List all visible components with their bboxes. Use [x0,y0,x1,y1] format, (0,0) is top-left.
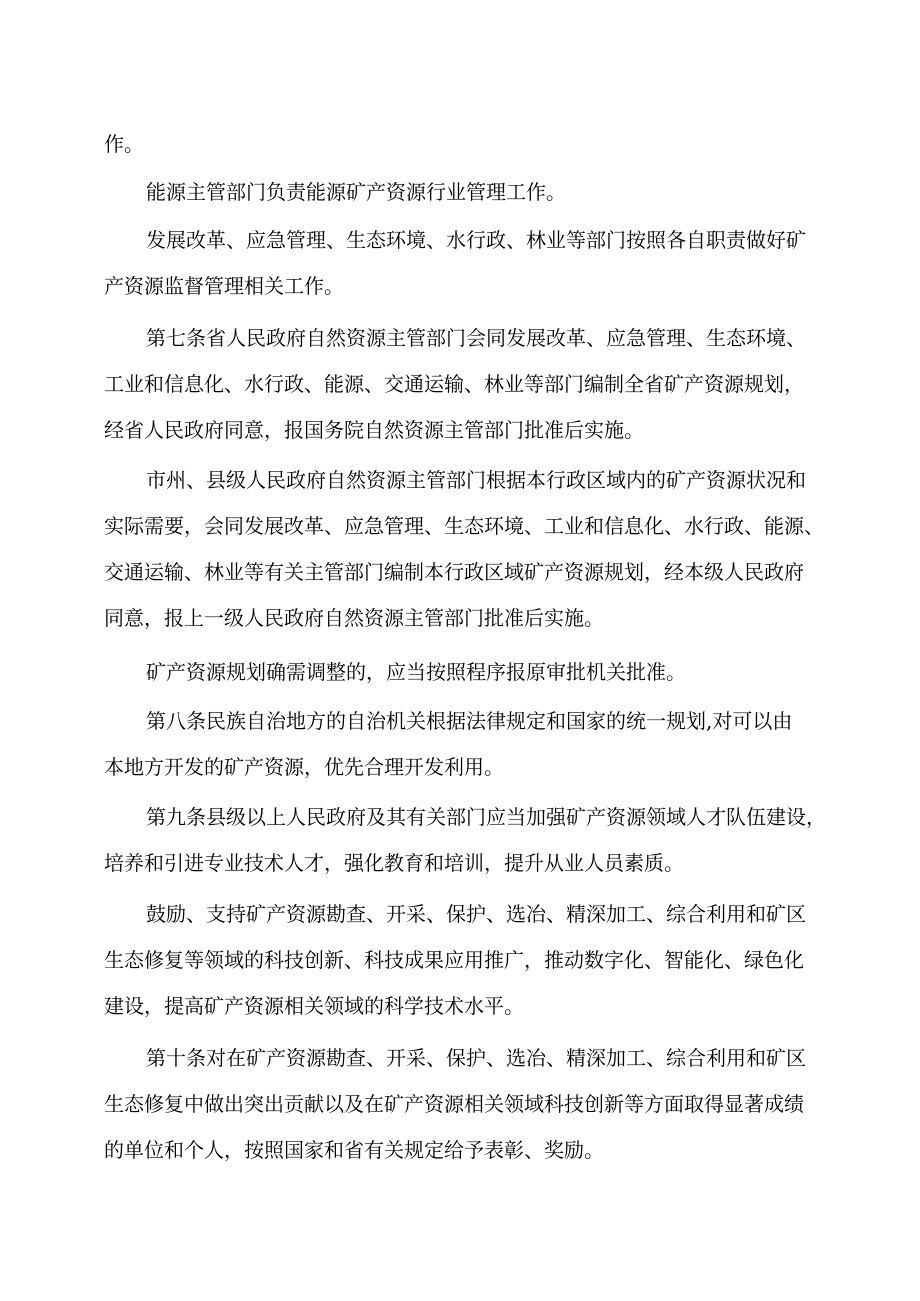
text-line: 建设，提高矿产资源相关领域的科学技术水平。 [104,994,524,1018]
text-line: 培养和引进专业技术人才，强化教育和培训，提升从业人员素质。 [104,851,684,875]
text-line: 生态修复等领域的科技创新、科技成果应用推广，推动数字化、智能化、绿色化 [104,948,804,972]
text-line: 鼓励、支持矿产资源勘查、开采、保护、选冶、精深加工、综合利用和矿区 [146,902,806,926]
text-line: 能源主管部门负责能源矿产资源行业管理工作。 [146,180,566,204]
text-line: 工业和信息化、水行政、能源、交通运输、林业等部门编制全省矿产资源规划， [104,372,804,396]
text-line: 交通运输、林业等有关主管部门编制本行政区域矿产资源规划，经本级人民政府 [104,560,804,584]
text-line: 实际需要，会同发展改革、应急管理、生态环境、工业和信息化、水行政、能源、 [104,514,824,538]
paragraph [104,221,806,305]
paragraph [104,319,806,449]
text-line: 市州、县级人民政府自然资源主管部门根据本行政区域内的矿产资源状况和 [146,468,806,492]
text-line: 第八条民族自治地方的自治机关根据法律规定和国家的统一规划,对可以由 [146,709,793,733]
text-line: 第九条县级以上人民政府及其有关部门应当加强矿产资源领域人才队伍建设， [146,805,826,829]
paragraph [104,461,824,637]
text-line: 产资源监督管理相关工作。 [104,274,344,298]
paragraph [104,798,826,882]
text-line: 经省人民政府同意，报国务院自然资源主管部门批准后实施。 [104,418,644,442]
text-line: 第七条省人民政府自然资源主管部门会同发展改革、应急管理、生态环境、 [146,326,806,350]
paragraph [104,125,144,163]
text-line: 作。 [104,132,144,156]
paragraph [104,173,566,211]
paragraph [104,895,806,1025]
paragraph [104,1039,806,1169]
paragraph [104,653,686,691]
text-line: 生态修复中做出突出贡献以及在矿产资源相关领域科技创新等方面取得显著成绩 [104,1092,804,1116]
text-line: 第十条对在矿产资源勘查、开采、保护、选冶、精深加工、综合利用和矿区 [146,1046,806,1070]
text-line: 本地方开发的矿产资源，优先合理开发利用。 [104,755,504,779]
paragraph [104,702,792,786]
text-line: 矿产资源规划确需调整的，应当按照程序报原审批机关批准。 [146,660,686,684]
text-line: 发展改革、应急管理、生态环境、水行政、林业等部门按照各自职责做好矿 [146,228,806,252]
text-line: 的单位和个人，按照国家和省有关规定给予表彰、奖励。 [104,1138,604,1162]
text-line: 同意，报上一级人民政府自然资源主管部门批准后实施。 [104,606,604,630]
